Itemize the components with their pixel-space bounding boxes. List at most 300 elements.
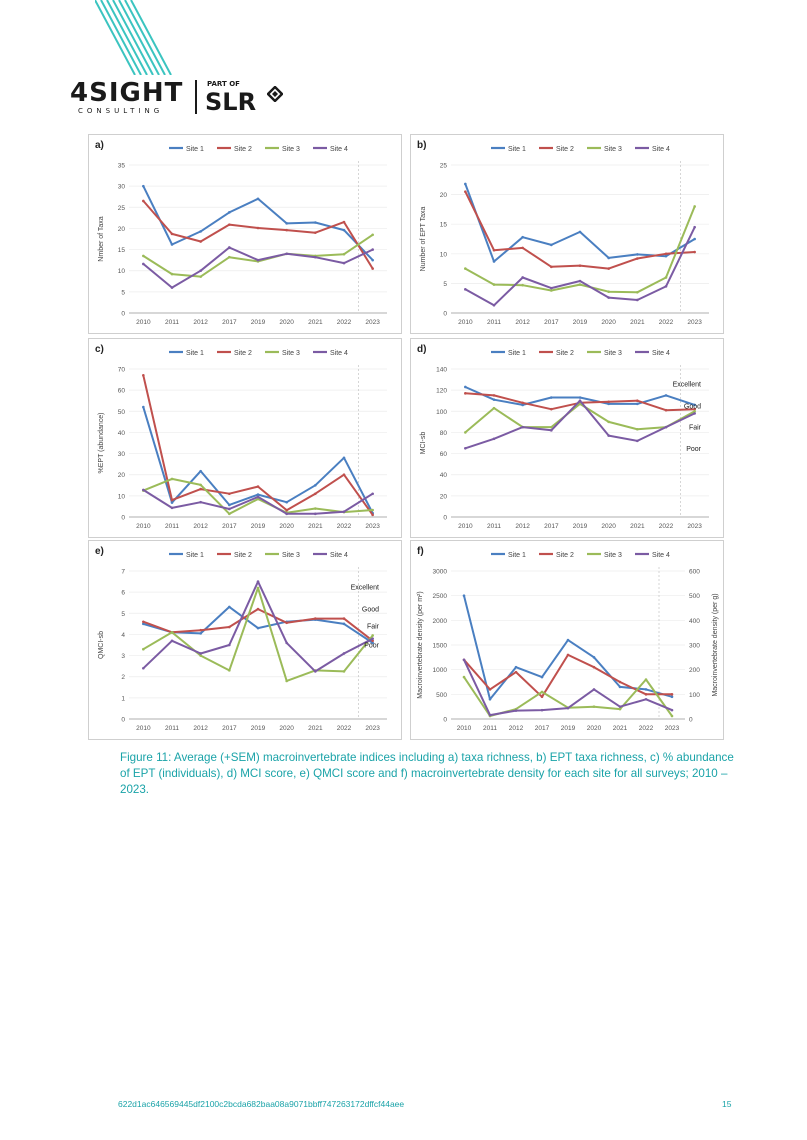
legend-label: Site 2 <box>556 146 574 153</box>
data-point <box>463 659 466 662</box>
legend-label: Site 4 <box>330 350 348 357</box>
data-point <box>493 398 496 401</box>
data-point <box>619 705 622 708</box>
x-tick-label: 2011 <box>165 523 179 530</box>
x-tick-label: 2010 <box>458 319 473 326</box>
legend-label: Site 2 <box>556 552 574 559</box>
y-tick-label: 20 <box>439 192 447 200</box>
y-tick-label: 10 <box>439 251 447 259</box>
x-tick-label: 2021 <box>308 319 323 326</box>
quality-class-label: Fair <box>366 623 379 631</box>
x-tick-label: 2022 <box>336 725 352 732</box>
x-tick-label: 2020 <box>279 523 294 530</box>
data-point <box>171 499 174 502</box>
data-point <box>343 473 346 476</box>
data-point <box>550 287 553 290</box>
y-tick-label: 2 <box>121 674 125 682</box>
data-point <box>314 221 317 224</box>
x-tick-label: 2023 <box>687 523 702 530</box>
series-line-site-3 <box>464 677 672 716</box>
data-point <box>489 688 492 691</box>
y-tick-label: 20 <box>439 493 447 501</box>
y-tick-label: 120 <box>436 387 447 395</box>
data-point <box>199 269 202 272</box>
data-point <box>228 644 231 647</box>
x-tick-label: 2010 <box>136 319 151 326</box>
legend-label: Site 4 <box>652 350 670 357</box>
y-tick-label: 10 <box>117 268 125 276</box>
y2-tick-label: 600 <box>689 568 700 576</box>
data-point <box>521 402 524 405</box>
data-point <box>665 253 668 256</box>
data-point <box>314 492 317 495</box>
y-axis-label: QMCI-sb <box>98 631 105 659</box>
y-tick-label: 30 <box>117 183 125 191</box>
data-point <box>228 211 231 214</box>
data-point <box>521 247 524 250</box>
y-axis-label: %EPT (abundance) <box>98 412 105 474</box>
y-tick-label: 0 <box>443 310 447 318</box>
y-tick-label: 5 <box>121 610 125 618</box>
y-tick-label: 2500 <box>432 593 447 601</box>
y-tick-label: 7 <box>121 568 125 576</box>
data-point <box>579 399 582 402</box>
data-point <box>199 652 202 655</box>
x-tick-label: 2021 <box>630 319 645 326</box>
data-point <box>343 510 346 513</box>
data-point <box>493 407 496 410</box>
legend-label: Site 3 <box>282 552 300 559</box>
x-tick-label: 2021 <box>308 523 323 530</box>
y-tick-label: 0 <box>121 716 125 724</box>
data-point <box>171 286 174 289</box>
x-tick-label: 2020 <box>586 725 602 732</box>
x-tick-label: 2023 <box>365 523 380 530</box>
data-point <box>636 291 639 294</box>
legend-label: Site 4 <box>652 552 670 559</box>
data-point <box>665 255 668 258</box>
data-point <box>228 626 231 629</box>
legend-label: Site 4 <box>330 552 348 559</box>
data-point <box>142 489 145 492</box>
y-tick-label: 3000 <box>432 568 447 576</box>
slr-mark-icon <box>267 86 283 102</box>
data-point <box>343 229 346 232</box>
data-point <box>199 230 202 233</box>
data-point <box>199 629 202 632</box>
chart-panel-e <box>88 540 402 740</box>
y-tick-label: 40 <box>117 429 125 437</box>
data-point <box>493 249 496 252</box>
y-tick-label: 15 <box>439 221 447 229</box>
legend-label: Site 2 <box>556 350 574 357</box>
data-point <box>142 185 145 188</box>
chart-panel-d <box>410 338 724 538</box>
data-point <box>636 399 639 402</box>
data-point <box>285 253 288 256</box>
chart-panel-c <box>88 338 402 538</box>
data-point <box>142 620 145 623</box>
data-point <box>464 431 467 434</box>
x-tick-label: 2022 <box>658 523 674 530</box>
data-point <box>228 246 231 249</box>
y-tick-label: 20 <box>117 225 125 233</box>
legend-label: Site 2 <box>234 350 252 357</box>
y-tick-label: 1 <box>121 695 125 703</box>
data-point <box>171 501 174 504</box>
x-tick-label: 2023 <box>664 725 680 732</box>
panel-label: c) <box>95 344 104 355</box>
data-point <box>593 688 596 691</box>
data-point <box>463 676 466 679</box>
data-point <box>343 253 346 256</box>
y2-tick-label: 500 <box>689 593 700 601</box>
data-point <box>521 426 524 429</box>
chart-f-svg <box>411 541 723 739</box>
data-point <box>314 484 317 487</box>
series-line-site-1 <box>143 186 372 260</box>
y-tick-label: 30 <box>117 451 125 459</box>
y-tick-label: 60 <box>117 387 125 395</box>
series-line-site-4 <box>143 582 372 672</box>
data-point <box>371 233 374 236</box>
y2-tick-label: 400 <box>689 617 700 625</box>
y-tick-label: 5 <box>443 280 447 288</box>
chart-panel-f <box>410 540 724 740</box>
data-point <box>665 285 668 288</box>
data-point <box>142 263 145 266</box>
data-point <box>343 670 346 673</box>
data-point <box>645 698 648 701</box>
x-tick-label: 2011 <box>165 319 179 326</box>
data-point <box>257 227 260 230</box>
x-tick-label: 2023 <box>365 319 380 326</box>
data-point <box>314 513 317 516</box>
data-point <box>371 248 374 251</box>
data-point <box>257 496 260 499</box>
data-point <box>464 190 467 193</box>
y2-tick-label: 200 <box>689 667 700 675</box>
x-tick-label: 2012 <box>515 319 530 326</box>
data-point <box>541 676 544 679</box>
data-point <box>493 283 496 286</box>
data-point <box>607 421 610 424</box>
legend-label: Site 1 <box>186 146 204 153</box>
panel-label: e) <box>95 546 104 557</box>
y-tick-label: 0 <box>121 310 125 318</box>
partner-name: SLR <box>205 88 257 116</box>
data-point <box>541 691 544 694</box>
data-point <box>645 693 648 696</box>
data-point <box>343 623 346 626</box>
y-axis-label: Number of EPT Taxa <box>420 206 427 272</box>
y-tick-label: 2000 <box>432 617 447 625</box>
x-tick-label: 2019 <box>250 725 266 732</box>
data-point <box>619 686 622 689</box>
legend-label: Site 2 <box>234 146 252 153</box>
partner-prefix: PART OF <box>207 80 240 88</box>
panel-label: f) <box>417 546 424 557</box>
x-tick-label: 2022 <box>638 725 654 732</box>
data-point <box>257 259 260 262</box>
y-tick-label: 140 <box>436 366 447 374</box>
data-point <box>645 688 648 691</box>
data-point <box>636 257 639 260</box>
x-tick-label: 2021 <box>612 725 628 732</box>
x-tick-label: 2019 <box>560 725 576 732</box>
data-point <box>693 412 696 415</box>
data-point <box>515 671 518 674</box>
quality-class-label: Poor <box>686 445 701 453</box>
data-point <box>228 669 231 672</box>
series-line-site-4 <box>143 248 372 288</box>
data-point <box>142 406 145 409</box>
legend-label: Site 3 <box>604 350 622 357</box>
legend-label: Site 1 <box>508 146 526 153</box>
x-tick-label: 2023 <box>365 725 380 732</box>
data-point <box>671 709 674 712</box>
data-point <box>671 696 674 699</box>
data-point <box>314 231 317 234</box>
data-point <box>343 457 346 460</box>
company-logo <box>70 78 310 118</box>
data-point <box>593 656 596 659</box>
data-point <box>636 428 639 431</box>
y2-axis-label: Macroinvertebrate density (per g) <box>712 593 719 697</box>
data-point <box>371 509 374 512</box>
data-point <box>636 299 639 302</box>
y-tick-label: 3 <box>121 653 125 661</box>
series-line-site-2 <box>143 201 372 269</box>
data-point <box>285 622 288 625</box>
x-tick-label: 2022 <box>336 523 352 530</box>
data-point <box>371 259 374 262</box>
figure-caption: Figure 11: Average (+SEM) macroinvertebrate indices including a) taxa richness, b) EPT taxa richness, c) % abundance of EPT (individuals), d) MCI score, e) QMCI score and f) macroinvertebrate density for each site for all surveys; 2010 – 2023. <box>120 751 734 796</box>
data-point <box>371 492 374 495</box>
x-tick-label: 2010 <box>136 523 151 530</box>
legend-label: Site 2 <box>234 552 252 559</box>
legend-label: Site 3 <box>604 146 622 153</box>
legend-label: Site 3 <box>604 552 622 559</box>
data-point <box>171 273 174 276</box>
data-point <box>285 513 288 516</box>
data-point <box>493 394 496 397</box>
data-point <box>285 229 288 232</box>
data-point <box>285 501 288 504</box>
data-point <box>541 696 544 699</box>
data-point <box>515 709 518 712</box>
y-tick-label: 5 <box>121 289 125 297</box>
legend-label: Site 1 <box>186 350 204 357</box>
data-point <box>665 409 668 412</box>
x-tick-label: 2020 <box>601 523 616 530</box>
x-tick-label: 2017 <box>534 725 550 732</box>
data-point <box>645 678 648 681</box>
data-point <box>257 587 260 590</box>
data-point <box>489 714 492 717</box>
x-tick-label: 2022 <box>658 319 674 326</box>
x-tick-label: 2023 <box>687 319 702 326</box>
data-point <box>636 253 639 256</box>
quality-class-label: Good <box>361 606 379 614</box>
data-point <box>142 255 145 258</box>
data-point <box>493 260 496 263</box>
legend-label: Site 3 <box>282 146 300 153</box>
x-tick-label: 2020 <box>279 725 294 732</box>
x-tick-label: 2017 <box>222 523 237 530</box>
x-tick-label: 2019 <box>250 523 266 530</box>
data-point <box>142 667 145 670</box>
data-point <box>550 244 553 247</box>
x-tick-label: 2017 <box>544 523 559 530</box>
data-point <box>142 374 145 377</box>
data-point <box>607 434 610 437</box>
x-tick-label: 2010 <box>456 725 472 732</box>
data-point <box>285 642 288 645</box>
x-tick-label: 2011 <box>487 319 501 326</box>
logo-divider <box>195 80 197 114</box>
y-tick-label: 80 <box>439 429 447 437</box>
data-point <box>567 654 570 657</box>
x-tick-label: 2010 <box>136 725 151 732</box>
x-tick-label: 2011 <box>487 523 501 530</box>
y-axis-label: Nmber of Taxa <box>98 216 105 262</box>
panel-label: d) <box>417 344 427 355</box>
y-tick-label: 10 <box>117 493 125 501</box>
legend-label: Site 1 <box>508 552 526 559</box>
y-tick-label: 25 <box>439 162 447 170</box>
data-point <box>228 223 231 226</box>
data-point <box>636 403 639 406</box>
data-point <box>171 233 174 236</box>
chart-c-svg <box>89 339 401 537</box>
x-tick-label: 2012 <box>193 523 208 530</box>
data-point <box>693 238 696 241</box>
data-point <box>550 396 553 399</box>
y-tick-label: 0 <box>121 514 125 522</box>
x-tick-label: 2019 <box>572 523 588 530</box>
panel-label: b) <box>417 140 427 151</box>
data-point <box>314 256 317 259</box>
data-point <box>199 470 202 473</box>
data-point <box>593 666 596 669</box>
legend-label: Site 1 <box>186 552 204 559</box>
data-point <box>464 183 467 186</box>
x-tick-label: 2011 <box>483 725 497 732</box>
y2-tick-label: 300 <box>689 642 700 650</box>
x-tick-label: 2020 <box>601 319 616 326</box>
data-point <box>464 288 467 291</box>
data-point <box>665 426 668 429</box>
y-axis-label: Macroinvertebrate density (per m²) <box>417 591 424 699</box>
x-tick-label: 2017 <box>222 725 237 732</box>
data-point <box>619 681 622 684</box>
data-point <box>464 447 467 450</box>
legend-label: Site 4 <box>652 146 670 153</box>
y-tick-label: 70 <box>117 366 125 374</box>
data-point <box>550 429 553 432</box>
data-point <box>593 705 596 708</box>
y-tick-label: 20 <box>117 472 125 480</box>
data-point <box>343 221 346 224</box>
data-point <box>228 256 231 259</box>
chart-e-svg <box>89 541 401 739</box>
x-tick-label: 2019 <box>572 319 588 326</box>
data-point <box>199 484 202 487</box>
y2-tick-label: 0 <box>689 716 693 724</box>
brand-name: 4SIGHT <box>70 78 184 108</box>
data-point <box>464 386 467 389</box>
data-point <box>464 392 467 395</box>
series-line-site-1 <box>464 596 672 700</box>
quality-class-label: Excellent <box>350 584 379 592</box>
data-point <box>619 708 622 711</box>
y-tick-label: 0 <box>443 514 447 522</box>
legend-label: Site 1 <box>508 350 526 357</box>
series-line-site-2 <box>464 655 672 697</box>
data-point <box>567 639 570 642</box>
header-stripes-graphic <box>95 0 175 75</box>
quality-class-label: Excellent <box>672 381 701 389</box>
legend-label: Site 4 <box>330 146 348 153</box>
data-point <box>171 243 174 246</box>
footer-document-hash: 622d1ac646569445df2100c2bcda682baa08a9071bbff747263172dffcf44aee <box>118 1099 405 1109</box>
x-tick-label: 2012 <box>508 725 524 732</box>
data-point <box>693 205 696 208</box>
y-tick-label: 6 <box>121 589 125 597</box>
data-point <box>493 304 496 307</box>
data-point <box>464 267 467 270</box>
y-tick-label: 35 <box>117 162 125 170</box>
x-tick-label: 2021 <box>308 725 323 732</box>
quality-class-label: Poor <box>364 642 379 650</box>
data-point <box>493 437 496 440</box>
data-point <box>228 606 231 609</box>
y-tick-label: 40 <box>439 472 447 480</box>
data-point <box>550 266 553 269</box>
y-tick-label: 25 <box>117 204 125 212</box>
data-point <box>228 504 231 507</box>
x-tick-label: 2012 <box>515 523 530 530</box>
data-point <box>371 634 374 637</box>
y-tick-label: 4 <box>121 631 125 639</box>
y-tick-label: 500 <box>436 691 447 699</box>
data-point <box>579 231 582 234</box>
data-point <box>257 580 260 583</box>
y-tick-label: 0 <box>443 716 447 724</box>
data-point <box>285 222 288 225</box>
x-tick-label: 2020 <box>279 319 294 326</box>
data-point <box>515 666 518 669</box>
chart-d-svg <box>411 339 723 537</box>
legend-label: Site 3 <box>282 350 300 357</box>
quality-class-label: Good <box>683 403 701 411</box>
y-axis-label: MCI-sb <box>420 431 427 455</box>
data-point <box>607 267 610 270</box>
x-tick-label: 2010 <box>458 523 473 530</box>
chart-panel-b <box>410 134 724 334</box>
data-point <box>567 707 570 710</box>
data-point <box>541 709 544 712</box>
data-point <box>257 608 260 611</box>
data-point <box>257 493 260 496</box>
data-point <box>314 670 317 673</box>
data-point <box>579 283 582 286</box>
chart-b-svg <box>411 135 723 333</box>
panel-label: a) <box>95 140 104 151</box>
data-point <box>285 509 288 512</box>
data-point <box>693 226 696 229</box>
